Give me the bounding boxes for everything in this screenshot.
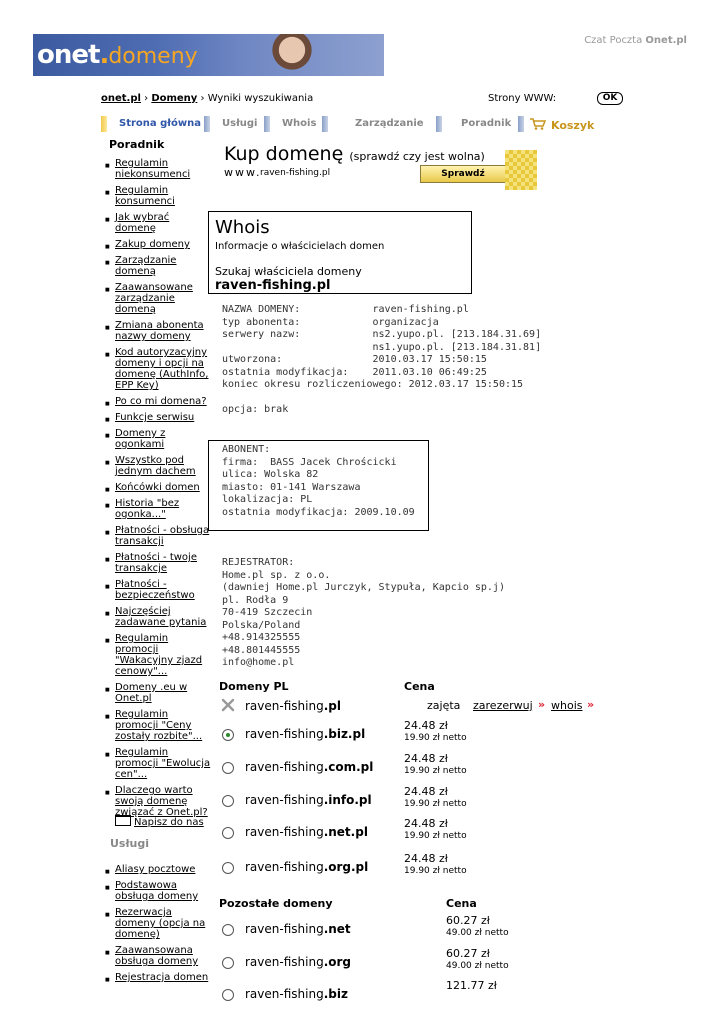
tab-uslugi[interactable]: Usługi — [222, 118, 258, 129]
domain-radio[interactable] — [222, 827, 234, 839]
sidebar-poradnik-item[interactable] — [103, 482, 211, 493]
sidebar-poradnik-link[interactable]: Regulamin niekonsumenci — [115, 158, 191, 180]
domain-row-name: raven-fishing.biz.pl — [245, 727, 366, 741]
sidebar-title-uslugi: Usługi — [110, 837, 150, 850]
tab-flag-icon — [204, 116, 210, 132]
kup-domene-heading: Kup domenę (sprawdź czy jest wolna) — [224, 143, 485, 165]
tab-flag-icon — [436, 116, 442, 132]
tab-flag-icon — [264, 116, 270, 132]
domain-row-taken: raven-fishing.pl — [245, 699, 341, 713]
breadcrumb-domeny-link[interactable]: Domeny — [151, 93, 198, 104]
domain-row-name: raven-fishing.net.pl — [245, 825, 368, 839]
sidebar-poradnik-item[interactable] — [103, 412, 211, 423]
tab-poradnik[interactable]: Poradnik — [461, 118, 512, 129]
sidebar-poradnik-item[interactable] — [103, 428, 211, 450]
breadcrumb-onet-link[interactable]: onet.pl — [101, 93, 141, 104]
domain-price-netto: 19.90 zł netto — [404, 831, 467, 841]
arrow-icon: » — [587, 698, 595, 711]
sidebar-poradnik-item[interactable] — [103, 255, 211, 277]
www-prefix-label: www. — [224, 166, 262, 179]
sidebar-poradnik-item[interactable] — [103, 320, 211, 342]
tab-flag-icon — [101, 116, 107, 132]
domain-price-netto: 19.90 zł netto — [404, 766, 467, 776]
sidebar-poradnik-link[interactable]: Kod autoryzacyjny domeny i opcji na domenę (AuthInfo, EPP Key) — [115, 347, 209, 391]
domain-price-netto: 19.90 zł netto — [404, 733, 467, 743]
domain-price-netto: 49.00 zł netto — [446, 928, 509, 938]
sidebar-uslugi-item[interactable] — [103, 945, 211, 967]
domeny-pl-header: Domeny PL — [219, 680, 289, 693]
whois-title: Whois — [215, 217, 270, 238]
cena-header: Cena — [404, 680, 435, 693]
sidebar-uslugi-item[interactable] — [103, 907, 211, 940]
status-taken: zajęta — [427, 699, 461, 712]
tab-flag-icon — [322, 116, 328, 132]
envelope-icon — [115, 815, 131, 826]
domain-price: 24.48 zł — [404, 852, 448, 865]
sidebar-poradnik-link[interactable]: Końcówki domen — [115, 482, 200, 493]
sidebar-poradnik-link[interactable]: Płatności - twoje transakcje — [115, 552, 197, 574]
domain-price-netto: 49.00 zł netto — [446, 961, 509, 971]
domain-price: 24.48 zł — [404, 719, 448, 732]
tab-strona-glowna[interactable]: Strona główna — [119, 118, 201, 129]
whois-subtitle: Informacje o właścicielach domen — [215, 241, 385, 252]
breadcrumb-current: Wyniki wyszukiwania — [207, 93, 314, 104]
domain-price-netto: 19.90 zł netto — [404, 799, 467, 809]
decorative-pattern — [505, 150, 537, 190]
tab-flag-icon — [518, 116, 524, 132]
arrow-icon: » — [538, 698, 546, 711]
sidebar-poradnik-link[interactable]: Domeny .eu w Onet.pl — [115, 682, 188, 704]
sidebar-poradnik-link[interactable]: Płatności - obsługa transakcji — [115, 525, 210, 547]
sidebar-poradnik-link[interactable]: Zmiana abonenta nazwy domeny — [115, 320, 204, 342]
tab-whois[interactable]: Whois — [282, 118, 317, 129]
domain-row-name: raven-fishing.org.pl — [245, 860, 369, 874]
domain-search-input[interactable]: raven-fishing.pl — [260, 168, 331, 178]
sidebar-poradnik-item[interactable] — [103, 185, 211, 207]
domain-price: 24.48 zł — [404, 752, 448, 765]
domain-radio[interactable] — [222, 862, 234, 874]
cena-header: Cena — [446, 897, 477, 910]
sidebar-poradnik-item[interactable] — [103, 455, 211, 477]
sidebar-poradnik-item[interactable] — [103, 396, 211, 407]
sidebar-uslugi-link[interactable]: Rejestracja domen — [115, 972, 209, 983]
domain-price: 24.48 zł — [404, 817, 448, 830]
top-links[interactable]: Czat Poczta Onet.pl — [584, 35, 687, 46]
sidebar-poradnik-link[interactable]: Po co mi domena? — [115, 396, 207, 407]
sidebar-poradnik-item[interactable] — [103, 525, 211, 547]
domain-price: 121.77 zł — [446, 979, 497, 992]
domain-row-name: raven-fishing.info.pl — [245, 793, 372, 807]
onet-logo: onet.domeny — [37, 40, 198, 70]
abonent-record: ABONENT: firma: BASS Jacek Chrościcki ulica: Wolska 82 miasto: 01-141 Warszawa lokalizacja: PL ostatnia modyfikacja: 2009.10.09 — [222, 444, 415, 518]
whois-domain-name: raven-fishing.pl — [215, 278, 331, 293]
sidebar-poradnik-link[interactable]: Zakup domeny — [115, 239, 190, 250]
sidebar-uslugi-item[interactable] — [103, 972, 211, 983]
whois-record: NAZWA DOMENY: raven-fishing.pl typ abonenta: organizacja serwery nazw: ns2.yupo.pl. [213.184.31.69] ns1.yupo.pl. [213.184.31.81] utworzona: 2010.03.17 15:50:15 ostatnia modyfikacja: 2011.03.10 06:49:25 koniec okresu rozliczeniowego: 2012.03.17 15:50:15 opcja: brak — [222, 304, 542, 415]
sidebar-poradnik-link[interactable]: Regulamin promocji "Ewolucja cen"... — [115, 747, 211, 780]
sidebar-poradnik-link[interactable]: Zarządzanie domeną — [115, 255, 177, 277]
sprawdz-button[interactable]: Sprawdź — [420, 165, 506, 183]
napisz-do-nas-link[interactable]: Napisz do nas — [115, 814, 204, 828]
sidebar-poradnik-link[interactable]: Płatności - bezpieczeństwo — [115, 579, 195, 601]
sidebar-poradnik-list — [103, 158, 211, 823]
sidebar-poradnik-item[interactable] — [103, 682, 211, 704]
sidebar-poradnik-item[interactable] — [103, 709, 211, 742]
tab-zarzadzanie[interactable]: Zarządzanie — [355, 118, 424, 129]
sidebar-poradnik-link[interactable]: Historia "bez ogonka..." — [115, 498, 180, 520]
banner-photo — [261, 34, 323, 76]
onet-domeny-banner[interactable] — [33, 34, 384, 76]
sidebar-poradnik-item[interactable] — [103, 633, 211, 677]
domain-row-name: raven-fishing.org — [245, 955, 351, 969]
sidebar-poradnik-link[interactable]: Funkcje serwisu — [115, 412, 195, 423]
sidebar-uslugi-list — [103, 864, 211, 988]
sidebar-poradnik-item[interactable] — [103, 552, 211, 574]
sidebar-poradnik-link[interactable]: Wszystko pod jednym dachem — [115, 455, 196, 477]
domain-radio[interactable] — [222, 989, 234, 1001]
domain-radio[interactable] — [222, 762, 234, 774]
sidebar-poradnik-link[interactable]: Dlaczego warto swoją domenę związać z Onet.pl? — [115, 785, 208, 818]
domain-radio[interactable] — [222, 729, 234, 741]
domain-radio[interactable] — [222, 957, 234, 969]
domain-price: 24.48 zł — [404, 785, 448, 798]
sidebar-poradnik-link[interactable]: Regulamin konsumenci — [115, 185, 175, 207]
sidebar-poradnik-item[interactable] — [103, 747, 211, 780]
sidebar-poradnik-link[interactable]: Najczęściej zadawane pytania — [115, 606, 207, 628]
sidebar-poradnik-item[interactable] — [103, 579, 211, 601]
sidebar-poradnik-link[interactable]: Domeny z ogonkami — [115, 428, 166, 450]
sidebar-poradnik-item[interactable] — [103, 282, 211, 315]
whois-link[interactable]: whois — [551, 699, 583, 712]
sidebar-title-poradnik: Poradnik — [109, 138, 165, 151]
sidebar-uslugi-link[interactable]: Rezerwacja domeny (opcja na domenę) — [115, 907, 206, 940]
sidebar-poradnik-link[interactable]: Zaawansowane zarządzanie domeną — [115, 282, 193, 315]
breadcrumb: onet.pl › Domeny › Wyniki wyszukiwania — [101, 93, 314, 104]
sidebar-poradnik-link[interactable]: Regulamin promocji "Wakacyjny zjazd cenowy"... — [115, 633, 203, 677]
sidebar-poradnik-item[interactable] — [103, 347, 211, 391]
sidebar-uslugi-link[interactable]: Podstawowa obsługa domeny — [115, 880, 199, 902]
domain-price: 60.27 zł — [446, 914, 490, 927]
sidebar-uslugi-item[interactable] — [103, 864, 211, 875]
sidebar-poradnik-item[interactable] — [103, 606, 211, 628]
domain-row-name: raven-fishing.biz — [245, 987, 348, 1001]
sidebar-uslugi-item[interactable] — [103, 880, 211, 902]
sidebar-uslugi-link[interactable]: Aliasy pocztowe — [115, 864, 196, 875]
domain-radio[interactable] — [222, 795, 234, 807]
sidebar-poradnik-link[interactable]: Regulamin promocji "Ceny zostały rozbite"... — [115, 709, 203, 742]
sidebar-poradnik-item[interactable] — [103, 158, 211, 180]
sidebar-uslugi-link[interactable]: Zaawansowana obsługa domeny — [115, 945, 199, 967]
domain-row-name: raven-fishing.net — [245, 922, 351, 936]
zarezerwuj-link[interactable]: zarezerwuj — [473, 699, 533, 712]
unavailable-x-icon — [221, 698, 235, 712]
domain-price: 60.27 zł — [446, 947, 490, 960]
sidebar-poradnik-link[interactable]: Jak wybrać domenę — [115, 212, 170, 234]
tab-koszyk[interactable]: Koszyk — [551, 119, 595, 132]
sidebar-poradnik-item[interactable] — [103, 239, 211, 250]
ok-button[interactable]: OK — [597, 92, 623, 105]
sidebar-poradnik-item[interactable] — [103, 212, 211, 234]
domain-radio[interactable] — [222, 924, 234, 936]
whois-search-label: Szukaj właściciela domeny — [215, 265, 362, 278]
domain-row-name: raven-fishing.com.pl — [245, 760, 374, 774]
pozostale-domeny-header: Pozostałe domeny — [219, 897, 333, 910]
rejestrator-record: REJESTRATOR: Home.pl sp. z o.o. (dawniej Home.pl Jurczyk, Stypuła, Kapcio sp.j) pl. Rodła 9 70-419 Szczecin Polska/Poland +48.914325555 +48.801445555 info@home.pl — [222, 557, 505, 668]
cart-icon[interactable] — [530, 118, 546, 130]
sidebar-poradnik-item[interactable] — [103, 498, 211, 520]
strony-www-label: Strony WWW: — [488, 93, 557, 104]
domain-price-netto: 19.90 zł netto — [404, 866, 467, 876]
